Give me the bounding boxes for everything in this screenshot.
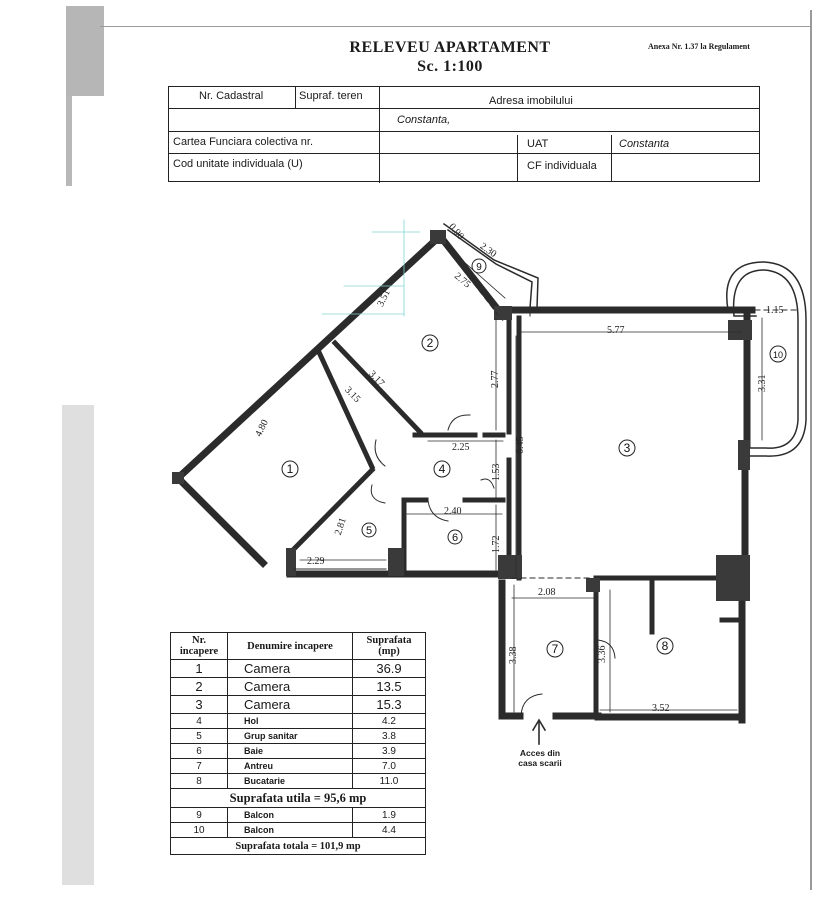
row-area: 13.5 <box>353 678 426 696</box>
row-nr: 2 <box>171 678 228 696</box>
row-nr: 5 <box>171 729 228 744</box>
nr-cadastral-label: Nr. Cadastral <box>199 90 264 102</box>
cf-colectiva-label: Cartea Funciara colectiva nr. <box>173 136 314 148</box>
access-label <box>510 748 570 768</box>
table-row <box>171 744 426 759</box>
room-8-number: 8 <box>661 639 669 653</box>
row-area: 4.2 <box>353 714 426 729</box>
row-area: 11.0 <box>353 774 426 789</box>
total-area: Suprafata totala = 101,9 mp <box>171 838 426 855</box>
table-row <box>171 660 426 678</box>
row-name: Hol <box>228 714 353 729</box>
room-3-number: 3 <box>623 441 631 455</box>
row-nr: 7 <box>171 759 228 774</box>
document-title: RELEVEU APARTAMENT <box>349 39 551 56</box>
row-name: Baie <box>228 744 353 759</box>
dim-wc-side: 2.81 <box>332 516 349 537</box>
balcony-10 <box>727 262 806 456</box>
annex-reference: Anexa Nr. 1.37 la Regulament <box>648 42 750 51</box>
row-name: Camera <box>228 696 353 714</box>
table-row <box>171 678 426 696</box>
document-scale: Sc. 1:100 <box>417 58 483 75</box>
row-nr: 10 <box>171 823 228 838</box>
row-area: 4.4 <box>353 823 426 838</box>
access-label-line-2: casa scarii <box>518 758 562 768</box>
access-label-line-1: Acces din <box>519 748 561 758</box>
row-name: Balcon <box>228 808 353 823</box>
row-nr: 9 <box>171 808 228 823</box>
row-area: 3.8 <box>353 729 426 744</box>
room-6-number: 6 <box>451 532 459 544</box>
row-name: Balcon <box>228 823 353 838</box>
row-nr: 6 <box>171 744 228 759</box>
table-row <box>171 714 426 729</box>
dim-antreu-width: 2.08 <box>538 587 556 598</box>
dim-antreu-depth: 3.38 <box>508 646 519 664</box>
room-4-number: 4 <box>438 462 446 476</box>
table-row <box>171 696 426 714</box>
room-5-number: 5 <box>365 525 373 537</box>
room-9-number: 9 <box>476 262 482 273</box>
dim-room-1-width: 3.15 <box>342 384 363 405</box>
row-nr: 8 <box>171 774 228 789</box>
access-arrow <box>533 720 545 744</box>
dim-wc-width: 2.29 <box>307 556 325 567</box>
dim-kitchen-width: 3.52 <box>652 703 670 714</box>
dim-room-3-width: 5.77 <box>607 325 625 336</box>
col-header-name: Denumire incapere <box>228 633 353 660</box>
adresa-label: Adresa imobilului <box>489 95 573 107</box>
cf-individuala-label: CF individuala <box>527 160 597 172</box>
col-header-area: Suprafata (mp) <box>353 633 426 660</box>
col-header-nr: Nr. incapere <box>171 633 228 660</box>
dim-room-1-side: 4.80 <box>253 417 271 439</box>
dim-room-2-depth: 2.77 <box>490 370 501 388</box>
dim-balcony-9-inner: 2.75 <box>451 270 473 291</box>
dim-bath-width: 2.40 <box>444 506 462 517</box>
table-header-row <box>171 633 426 660</box>
dim-kitchen-depth: 3.36 <box>597 645 608 663</box>
table-row <box>171 774 426 789</box>
table-row <box>171 759 426 774</box>
row-nr: 4 <box>171 714 228 729</box>
total-area-row <box>171 838 426 855</box>
table-row <box>171 729 426 744</box>
row-name: Antreu <box>228 759 353 774</box>
row-area: 3.9 <box>353 744 426 759</box>
supraf-teren-label: Supraf. teren <box>299 90 363 102</box>
dim-hall-width: 2.25 <box>452 442 470 453</box>
usable-area-total: Suprafata utila = 95,6 mp <box>171 789 426 808</box>
row-area: 15.3 <box>353 696 426 714</box>
uat-value: Constanta <box>619 138 670 150</box>
room-2-number: 2 <box>426 336 434 350</box>
row-nr: 1 <box>171 660 228 678</box>
cod-unitate-label: Cod unitate individuala (U) <box>173 158 303 170</box>
room-1-number: 1 <box>286 462 294 476</box>
table-row <box>171 823 426 838</box>
room-10-number: 10 <box>772 350 784 360</box>
dim-room-3-depth: 6.45 <box>515 436 526 454</box>
row-area: 36.9 <box>353 660 426 678</box>
uat-label: UAT <box>527 138 549 150</box>
dim-room-2-width: 3.17 <box>366 368 387 389</box>
row-name: Camera <box>228 678 353 696</box>
row-area: 1.9 <box>353 808 426 823</box>
usable-area-row <box>171 789 426 808</box>
dim-balcony-10-width: 1.15 <box>766 305 784 316</box>
dim-hall-depth: 1.53 <box>491 463 502 481</box>
row-area: 7.0 <box>353 759 426 774</box>
dim-balcony-10-depth: 3.31 <box>757 374 768 392</box>
row-name: Bucatarie <box>228 774 353 789</box>
room-7-number: 7 <box>551 642 559 656</box>
table-row <box>171 808 426 823</box>
dim-balcony-9-outer: 2.30 <box>477 240 499 260</box>
row-name: Camera <box>228 660 353 678</box>
row-name: Grup sanitar <box>228 729 353 744</box>
row-nr: 3 <box>171 696 228 714</box>
dim-bath-depth: 1.72 <box>491 535 502 553</box>
room-area-table <box>170 632 426 855</box>
adresa-value: Constanta, <box>397 114 451 126</box>
dim-balcony-9-short: 0.90 <box>446 221 466 242</box>
dim-room-2-side: 3.51 <box>375 287 393 309</box>
